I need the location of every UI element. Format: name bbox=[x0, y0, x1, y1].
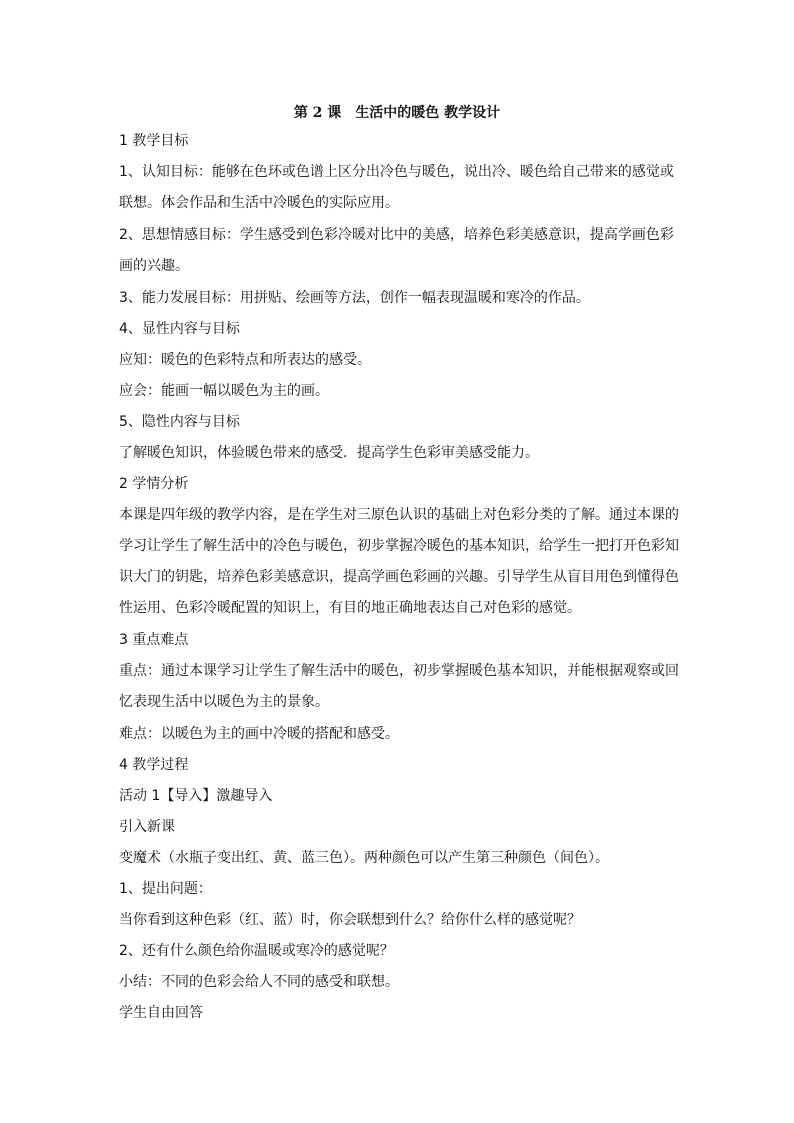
section-heading-teaching-process: 4 教学过程 bbox=[119, 757, 189, 773]
paragraph-should-know: 应知：暖色的色彩特点和所表达的感受。 bbox=[119, 352, 371, 368]
paragraph-magic-trick: 变魔术（水瓶子变出红、黄、蓝三色）。两种颜色可以产生第三种颜色（间色）。 bbox=[119, 850, 609, 866]
paragraph-activity-1: 活动 1【导入】激趣导入 bbox=[119, 788, 273, 804]
section-heading-teaching-goals: 1 教学目标 bbox=[119, 133, 189, 149]
paragraph-raise-question: 1、提出问题： bbox=[119, 881, 212, 897]
paragraph-implicit-content: 5、隐性内容与目标 bbox=[119, 414, 240, 430]
paragraph-should-do: 应会：能画一幅以暖色为主的画。 bbox=[119, 383, 329, 399]
paragraph-explicit-content: 4、显性内容与目标 bbox=[119, 321, 240, 337]
paragraph-cognitive-goal: 1、认知目标：能够在色环或色谱上区分出冷色与暖色，说出冷、暖色给自己带来的感觉或联想。体会作品和生活中冷暖色的实际应用。 bbox=[119, 164, 674, 211]
document-body bbox=[119, 131, 679, 1034]
paragraph-learner-analysis: 本课是四年级的教学内容，是在学生对三原色认识的基础上对色彩分类的了解。通过本课的学习让学生了解生活中的冷色与暖色，初步掌握冷暖色的基本知识，给学生一把打开色彩知识大门的钥匙，培养色彩美感意识，提高学画色彩画的兴趣。引导学生从盲目用色到懂得色性运用、色彩冷暖配置的知识上，有目的地正确地表达自己对色彩的感觉。 bbox=[119, 507, 679, 616]
section-heading-learner-analysis: 2 学情分析 bbox=[119, 476, 189, 492]
paragraph-emotional-goal: 2、思想情感目标：学生感受到色彩冷暖对比中的美感，培养色彩美感意识，提高学画色彩画的兴趣。 bbox=[119, 227, 674, 274]
paragraph-summary: 小结：不同的色彩会给人不同的感受和联想。 bbox=[119, 974, 399, 990]
paragraph-introduce-lesson: 引入新课 bbox=[119, 819, 175, 835]
document-title: 第 2 课 生活中的暖色 教学设计 bbox=[293, 105, 501, 121]
paragraph-understand-warm: 了解暖色知识，体验暖色带来的感受．提高学生色彩审美感受能力。 bbox=[119, 445, 539, 461]
paragraph-difficulty: 难点：以暖色为主的画中冷暖的搭配和感受。 bbox=[119, 726, 399, 742]
paragraph-ability-goal: 3、能力发展目标：用拼贴、绘画等方法，创作一幅表现温暖和寒冷的作品。 bbox=[119, 290, 590, 306]
section-heading-key-points: 3 重点难点 bbox=[119, 632, 189, 648]
paragraph-free-answer: 学生自由回答 bbox=[119, 1005, 203, 1021]
paragraph-question-red-blue: 当你看到这种色彩（红、蓝）时，你会联想到什么？给你什么样的感觉呢？ bbox=[119, 912, 581, 928]
paragraph-key-point: 重点：通过本课学习让学生了解生活中的暖色，初步掌握暖色基本知识，并能根据观察或回忆表现生活中以暖色为主的景象。 bbox=[119, 663, 679, 710]
paragraph-other-colors: 2、还有什么颜色给你温暖或寒冷的感觉呢？ bbox=[119, 943, 394, 959]
